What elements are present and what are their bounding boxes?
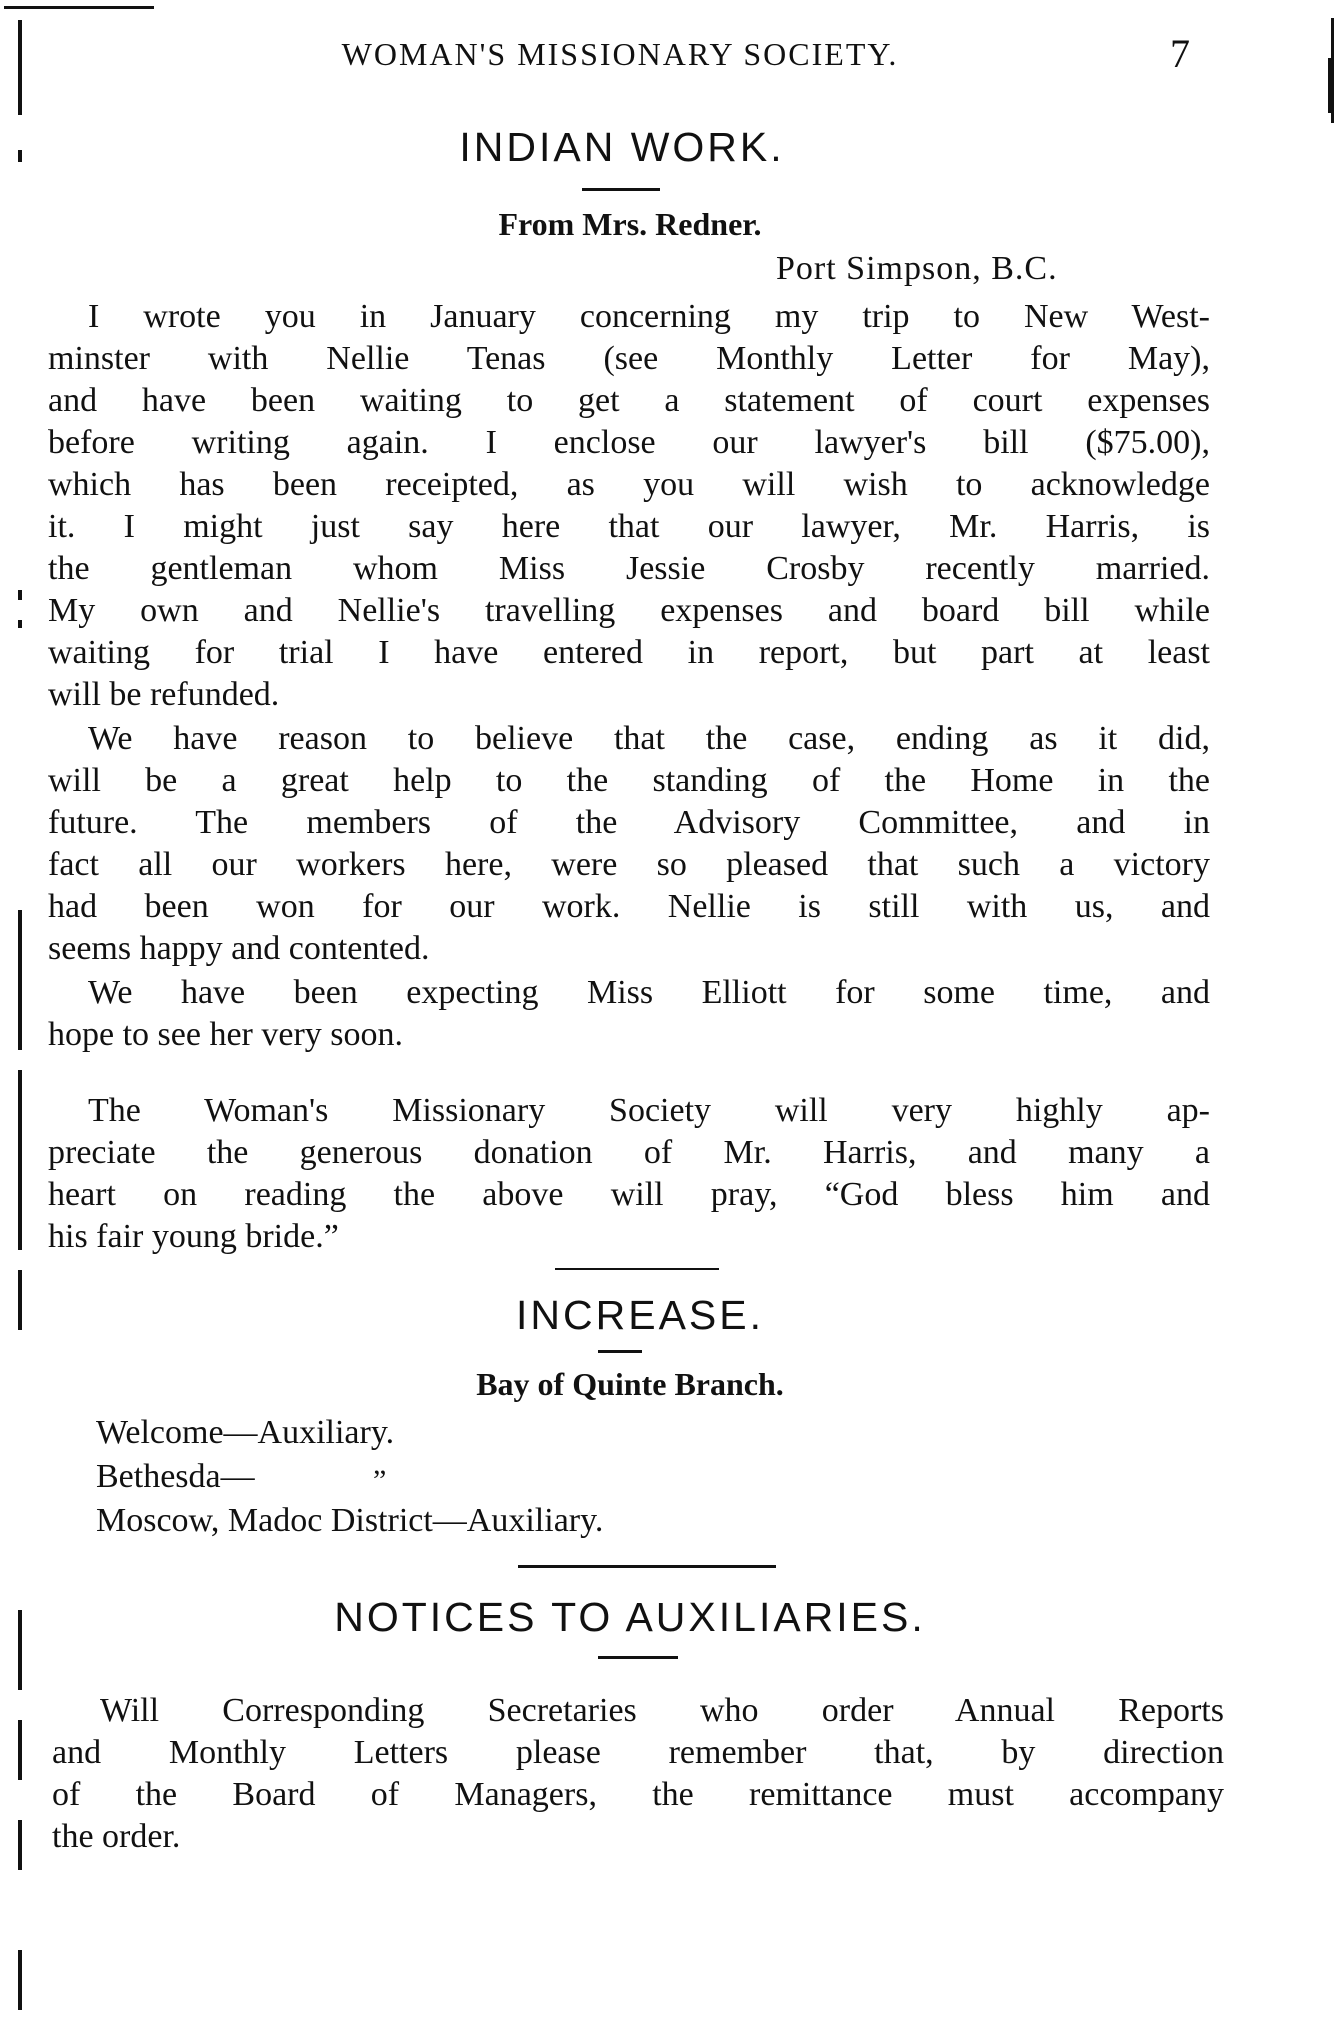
- text-line: it. I might just say here that our lawyer, Mr. Harris, is: [48, 508, 1210, 545]
- text-line: will be refunded.: [48, 676, 280, 713]
- text-line: the order.: [52, 1818, 181, 1855]
- text-line: Will Corresponding Secretaries who order Annual Reports: [100, 1692, 1224, 1729]
- section-divider: [555, 1268, 719, 1270]
- list-item: Bethesda—: [96, 1458, 255, 1495]
- branch-name: Bay of Quinte Branch.: [476, 1366, 784, 1402]
- text-line: The Woman's Missionary Society will very highly ap-: [88, 1092, 1210, 1129]
- text-line: the gentleman whom Miss Jessie Crosby recently married.: [48, 550, 1210, 587]
- letter-author: From Mrs. Redner.: [498, 206, 762, 242]
- indian-work-title: INDIAN WORK.: [459, 124, 785, 170]
- scan-edge-top: [4, 6, 154, 9]
- running-title: WOMAN'S MISSIONARY SOCIETY.: [341, 36, 899, 72]
- text-line: before writing again. I enclose our lawyer's bill ($75.00),: [48, 424, 1210, 461]
- text-line: his fair young bride.”: [48, 1218, 339, 1255]
- increase-title: INCREASE.: [516, 1292, 764, 1338]
- text-line: and have been waiting to get a statement of court expenses: [48, 382, 1210, 419]
- text-line: We have reason to believe that the case, ending as it did,: [88, 720, 1210, 757]
- text-line: seems happy and contented.: [48, 930, 430, 967]
- scan-edge-right: [1328, 18, 1334, 128]
- text-line: of the Board of Managers, the remittance must accompany: [52, 1776, 1224, 1813]
- list-item: Welcome—Auxiliary.: [96, 1414, 395, 1451]
- text-line: I wrote you in January concerning my trip to New West-: [88, 298, 1210, 335]
- text-line: minster with Nellie Tenas (see Monthly Letter for May),: [48, 340, 1210, 377]
- dateline: Port Simpson, B.C.: [776, 250, 1058, 287]
- text-line: had been won for our work. Nellie is still with us, and: [48, 888, 1210, 925]
- scan-edge-left: [18, 20, 22, 2010]
- text-line: My own and Nellie's travelling expenses and board bill while: [48, 592, 1210, 629]
- list-item: Moscow, Madoc District—Auxiliary.: [96, 1502, 604, 1539]
- notices-title: NOTICES TO AUXILIARIES.: [334, 1594, 926, 1640]
- page-number: 7: [1170, 31, 1190, 76]
- section-divider: [518, 1565, 776, 1568]
- text-line: will be a great help to the standing of the Home in the: [48, 762, 1210, 799]
- text-line: heart on reading the above will pray, “God bless him and: [48, 1176, 1210, 1213]
- title-rule: [582, 188, 660, 191]
- text-line: future. The members of the Advisory Committee, and in: [48, 804, 1210, 841]
- title-rule: [598, 1350, 642, 1353]
- text-line: fact all our workers here, were so pleased that such a victory: [48, 846, 1210, 883]
- text-line: We have been expecting Miss Elliott for some time, and: [88, 974, 1210, 1011]
- text-line: which has been receipted, as you will wish to acknowledge: [48, 466, 1210, 503]
- text-line: preciate the generous donation of Mr. Harris, and many a: [48, 1134, 1210, 1171]
- text-line: hope to see her very soon.: [48, 1016, 404, 1053]
- text-line: and Monthly Letters please remember that, by direction: [52, 1734, 1224, 1771]
- text-line: waiting for trial I have entered in report, but part at least: [48, 634, 1210, 671]
- ditto-mark: ”: [373, 1464, 387, 1497]
- title-rule: [598, 1656, 678, 1659]
